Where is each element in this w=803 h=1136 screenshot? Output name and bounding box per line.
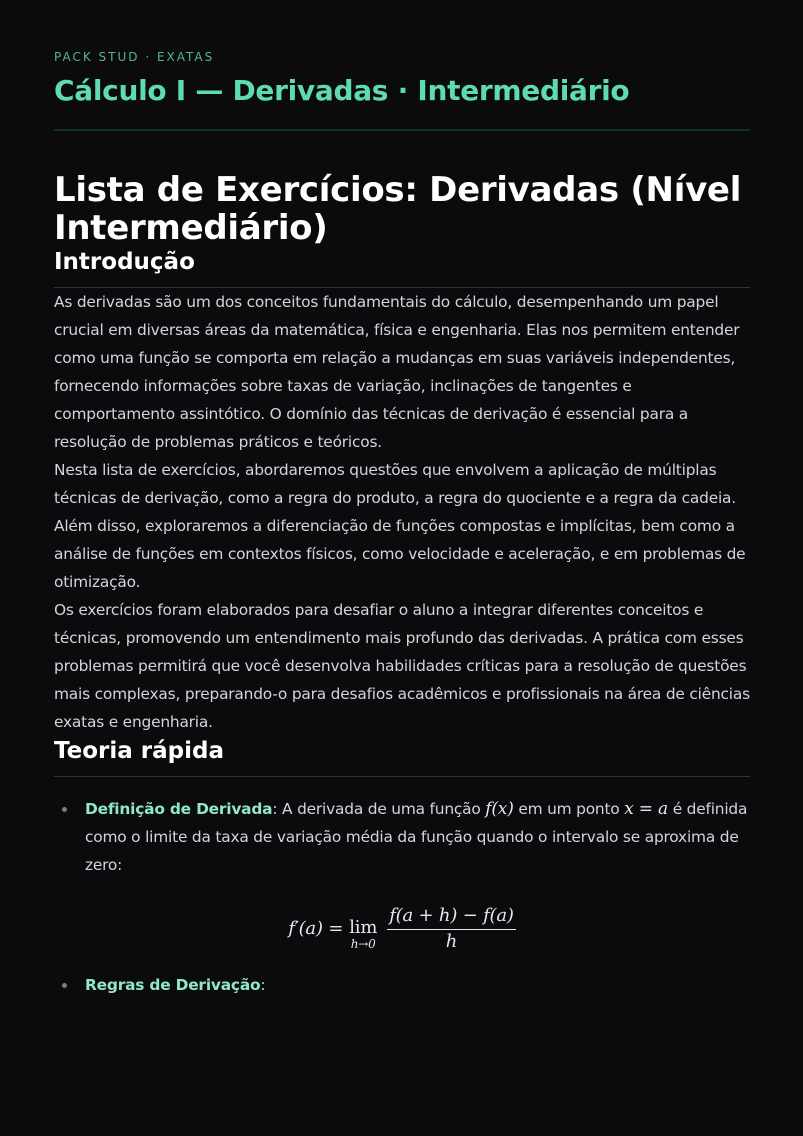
term-regras-derivacao: Regras de Derivação: [85, 976, 261, 994]
intro-paragraph: As derivadas são um dos conceitos fundamentais do cálculo, desempenhando um papel crucial em diversas áreas da matemática, física e engenharia. Elas nos permitem entender como uma função se comporta em relação a mudanças em suas variáveis independentes, fornecendo informações sobre taxas de variação, inclinações de tangentes e comportamento assintótico. O domínio das técnicas de derivação é essencial para a resolução de problemas práticos e teóricos.: [54, 293, 740, 451]
document-content: [54, 0, 750, 999]
theory-list: [54, 795, 750, 999]
item-text: em um ponto: [513, 800, 625, 818]
main-title: Lista de Exercícios: Derivadas (Nível Intermediário): [54, 170, 742, 248]
formula-limit: [349, 919, 377, 951]
fraction-numerator: f(a + h) − f(a): [389, 904, 514, 926]
section-heading-teoria: Teoria rápida: [54, 736, 750, 777]
doc-header: [54, 49, 750, 131]
derivative-formula: [54, 901, 750, 957]
math-inline: x = a: [624, 799, 668, 819]
list-item: [54, 795, 750, 957]
item-text: : A derivada de uma função: [272, 800, 486, 818]
item-text: :: [260, 976, 266, 994]
math-inline: f(x): [485, 799, 514, 819]
intro-paragraph: Os exercícios foram elaborados para desafiar o aluno a integrar diferentes conceitos e técnicas, promovendo um entendimento mais profundo das derivadas. A prática com esses problemas permitirá que você desenvolva habilidades críticas para a resolução de questões mais complexas, preparando-o para desafios acadêmicos e profissionais na área de ciências exatas e engenharia.: [54, 601, 750, 731]
list-item: [54, 971, 750, 999]
item-text: é definida como o limite da taxa de variação média da função quando o intervalo se aproxima de zero:: [85, 800, 748, 874]
fraction-denominator: h: [387, 929, 516, 954]
term-definicao-derivada: Definição de Derivada: [85, 800, 273, 818]
limit-word: lim: [349, 917, 378, 938]
section-heading-introducao: Introdução: [54, 247, 750, 288]
bullet-dot-icon: [62, 807, 67, 812]
eyebrow-label: PACK STUD · EXATAS: [54, 50, 215, 64]
intro-paragraph: Nesta lista de exercícios, abordaremos questões que envolvem a aplicação de múltiplas técnicas de derivação, como a regra do produto, a regra do quociente e a regra da cadeia. Além disso, exploraremos a diferenciação de funções compostas e implícitas, bem como a análise de funções em contextos físicos, como velocidade e aceleração, e em problemas de otimização.: [54, 461, 746, 591]
limit-subscript: h→0: [350, 937, 376, 951]
formula-fraction: [387, 905, 516, 954]
doc-title: Cálculo I — Derivadas · Intermediário: [54, 74, 630, 107]
formula-lhs: f′(a) =: [288, 918, 344, 939]
bullet-dot-icon: [62, 983, 67, 988]
